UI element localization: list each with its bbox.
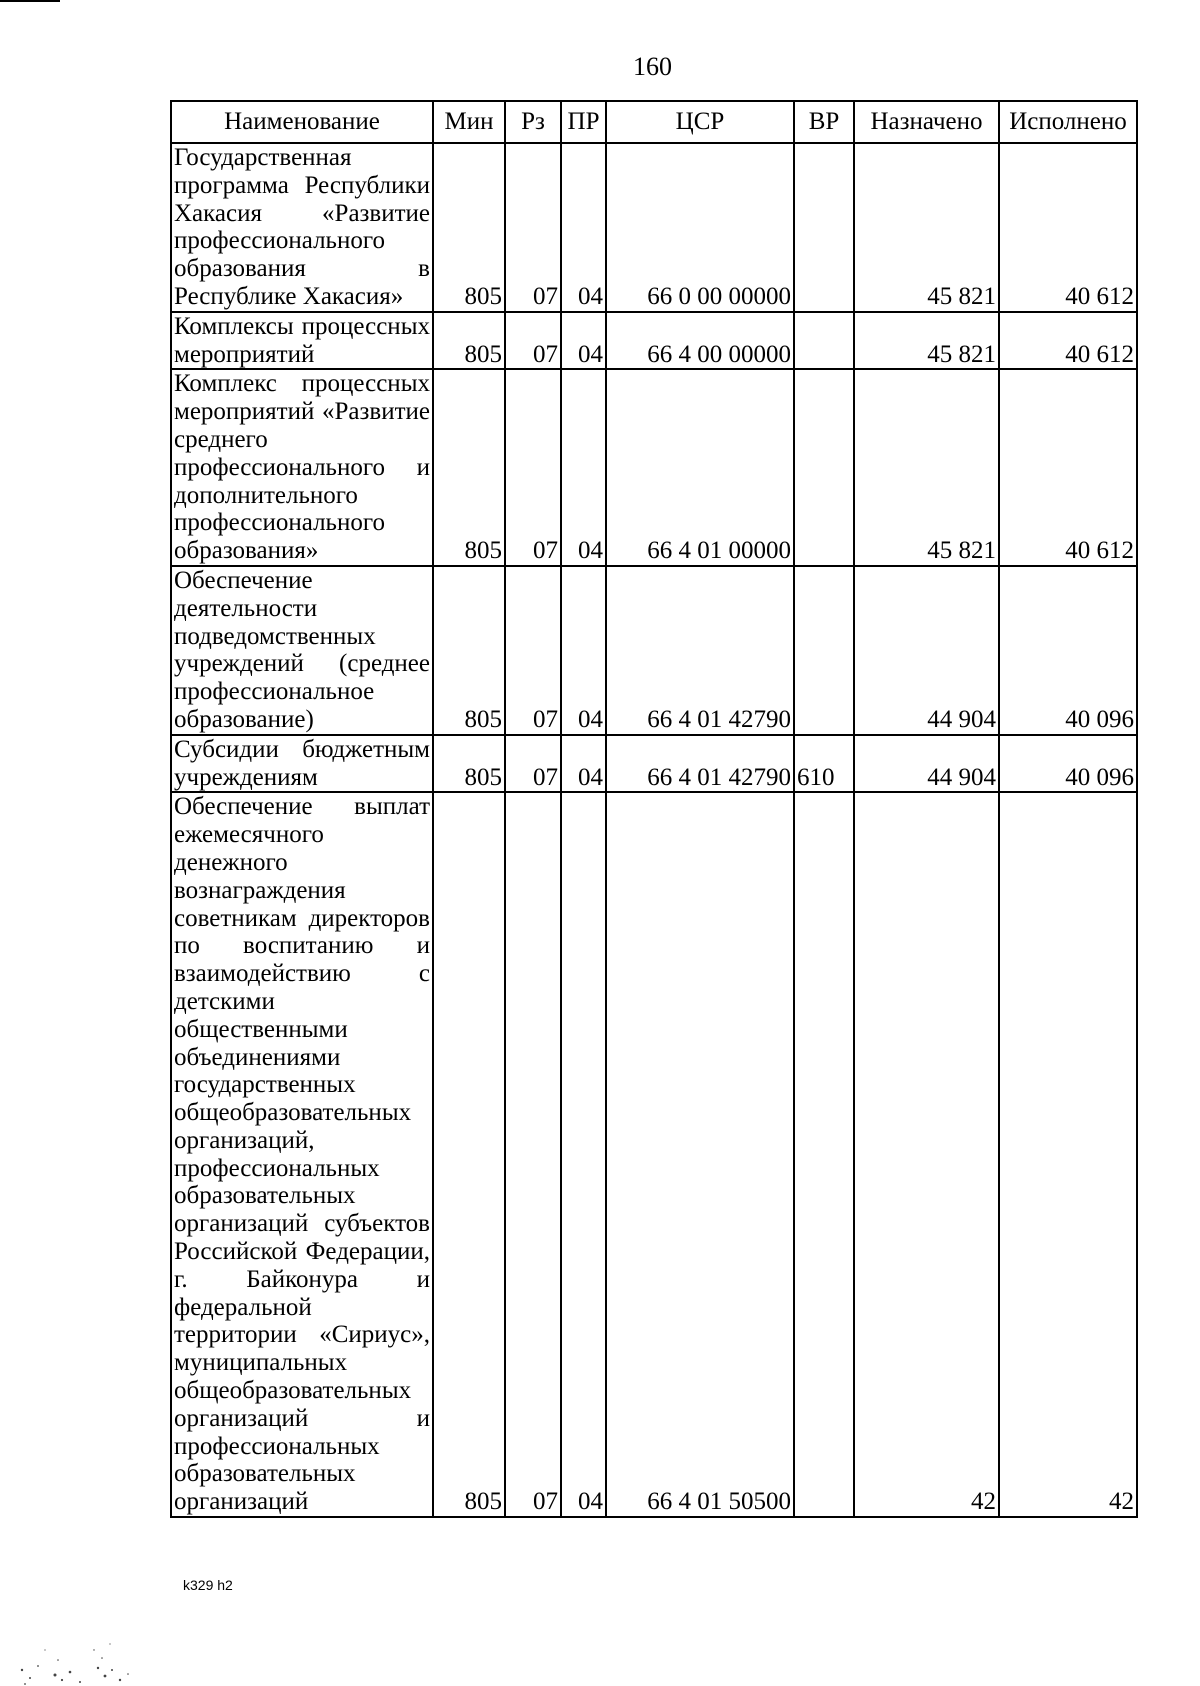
table-row — [171, 735, 1137, 793]
row-csr: 66 4 01 42790 — [606, 735, 794, 793]
row-pr: 04 — [561, 792, 606, 1517]
row-csr: 66 4 00 00000 — [606, 312, 794, 370]
row-pr: 04 — [561, 735, 606, 793]
row-csr: 66 0 00 00000 — [606, 143, 794, 312]
scan-noise-decoration — [10, 1600, 140, 1686]
row-executed: 40 096 — [999, 566, 1137, 735]
row-assigned: 44 904 — [854, 566, 999, 735]
row-assigned: 45 821 — [854, 369, 999, 566]
row-name: Комплекс процессных мероприятий «Развитие среднего профессионального и дополнительного профессионального образования» — [171, 369, 433, 566]
row-vr: 610 — [794, 735, 854, 793]
header-min: Мин — [433, 101, 505, 143]
row-min: 805 — [433, 312, 505, 370]
row-name: Комплексы процессных мероприятий — [171, 312, 433, 370]
table-row — [171, 369, 1137, 566]
row-assigned: 45 821 — [854, 143, 999, 312]
row-vr — [794, 143, 854, 312]
row-executed: 40 612 — [999, 143, 1137, 312]
page-number: 160 — [633, 52, 672, 81]
row-pr: 04 — [561, 143, 606, 312]
row-name: Государственная программа Республики Хакасия «Развитие профессионального образования в Республике Хакасия» — [171, 143, 433, 312]
table-row — [171, 312, 1137, 370]
header-executed: Исполнено — [999, 101, 1137, 143]
row-rz: 07 — [505, 735, 561, 793]
row-min: 805 — [433, 143, 505, 312]
row-pr: 04 — [561, 312, 606, 370]
header-pr: ПР — [561, 101, 606, 143]
header-assigned: Назначено — [854, 101, 999, 143]
budget-table — [170, 100, 1138, 1518]
row-min: 805 — [433, 792, 505, 1517]
row-rz: 07 — [505, 566, 561, 735]
row-executed: 40 612 — [999, 369, 1137, 566]
row-min: 805 — [433, 566, 505, 735]
row-rz: 07 — [505, 792, 561, 1517]
row-assigned: 42 — [854, 792, 999, 1517]
row-vr — [794, 792, 854, 1517]
row-csr: 66 4 01 00000 — [606, 369, 794, 566]
row-name: Субсидии бюджетным учреждениям — [171, 735, 433, 793]
row-executed: 40 612 — [999, 312, 1137, 370]
header-vr: ВР — [794, 101, 854, 143]
row-pr: 04 — [561, 369, 606, 566]
row-name: Обеспечение деятельности подведомственных учреждений (среднее профессиональное образование) — [171, 566, 433, 735]
footer-code: k329 h2 — [183, 1577, 233, 1593]
row-executed: 40 096 — [999, 735, 1137, 793]
row-assigned: 44 904 — [854, 735, 999, 793]
table-row — [171, 792, 1137, 1517]
row-rz: 07 — [505, 369, 561, 566]
row-rz: 07 — [505, 143, 561, 312]
row-min: 805 — [433, 735, 505, 793]
row-pr: 04 — [561, 566, 606, 735]
header-csr: ЦСР — [606, 101, 794, 143]
row-vr — [794, 312, 854, 370]
row-vr — [794, 369, 854, 566]
row-csr: 66 4 01 50500 — [606, 792, 794, 1517]
scan-edge-mark — [0, 0, 60, 2]
row-min: 805 — [433, 369, 505, 566]
row-executed: 42 — [999, 792, 1137, 1517]
row-name: Обеспечение выплат ежемесячного денежного вознаграждения советникам директоров по воспитанию и взаимодействию с детскими общественными объединениями государственных общеобразовательных организаций, профессиональных образовательных организаций субъектов Российской Федерации, г. Байконура и федеральной территории «Сириус», муниципальных общеобразовательных организаций и профессиональных образовательных организаций — [171, 792, 433, 1517]
row-assigned: 45 821 — [854, 312, 999, 370]
header-name: Наименование — [171, 101, 433, 143]
header-rz: Рз — [505, 101, 561, 143]
row-csr: 66 4 01 42790 — [606, 566, 794, 735]
row-rz: 07 — [505, 312, 561, 370]
table-row — [171, 566, 1137, 735]
table-row — [171, 143, 1137, 312]
table-header-row — [171, 101, 1137, 143]
row-vr — [794, 566, 854, 735]
